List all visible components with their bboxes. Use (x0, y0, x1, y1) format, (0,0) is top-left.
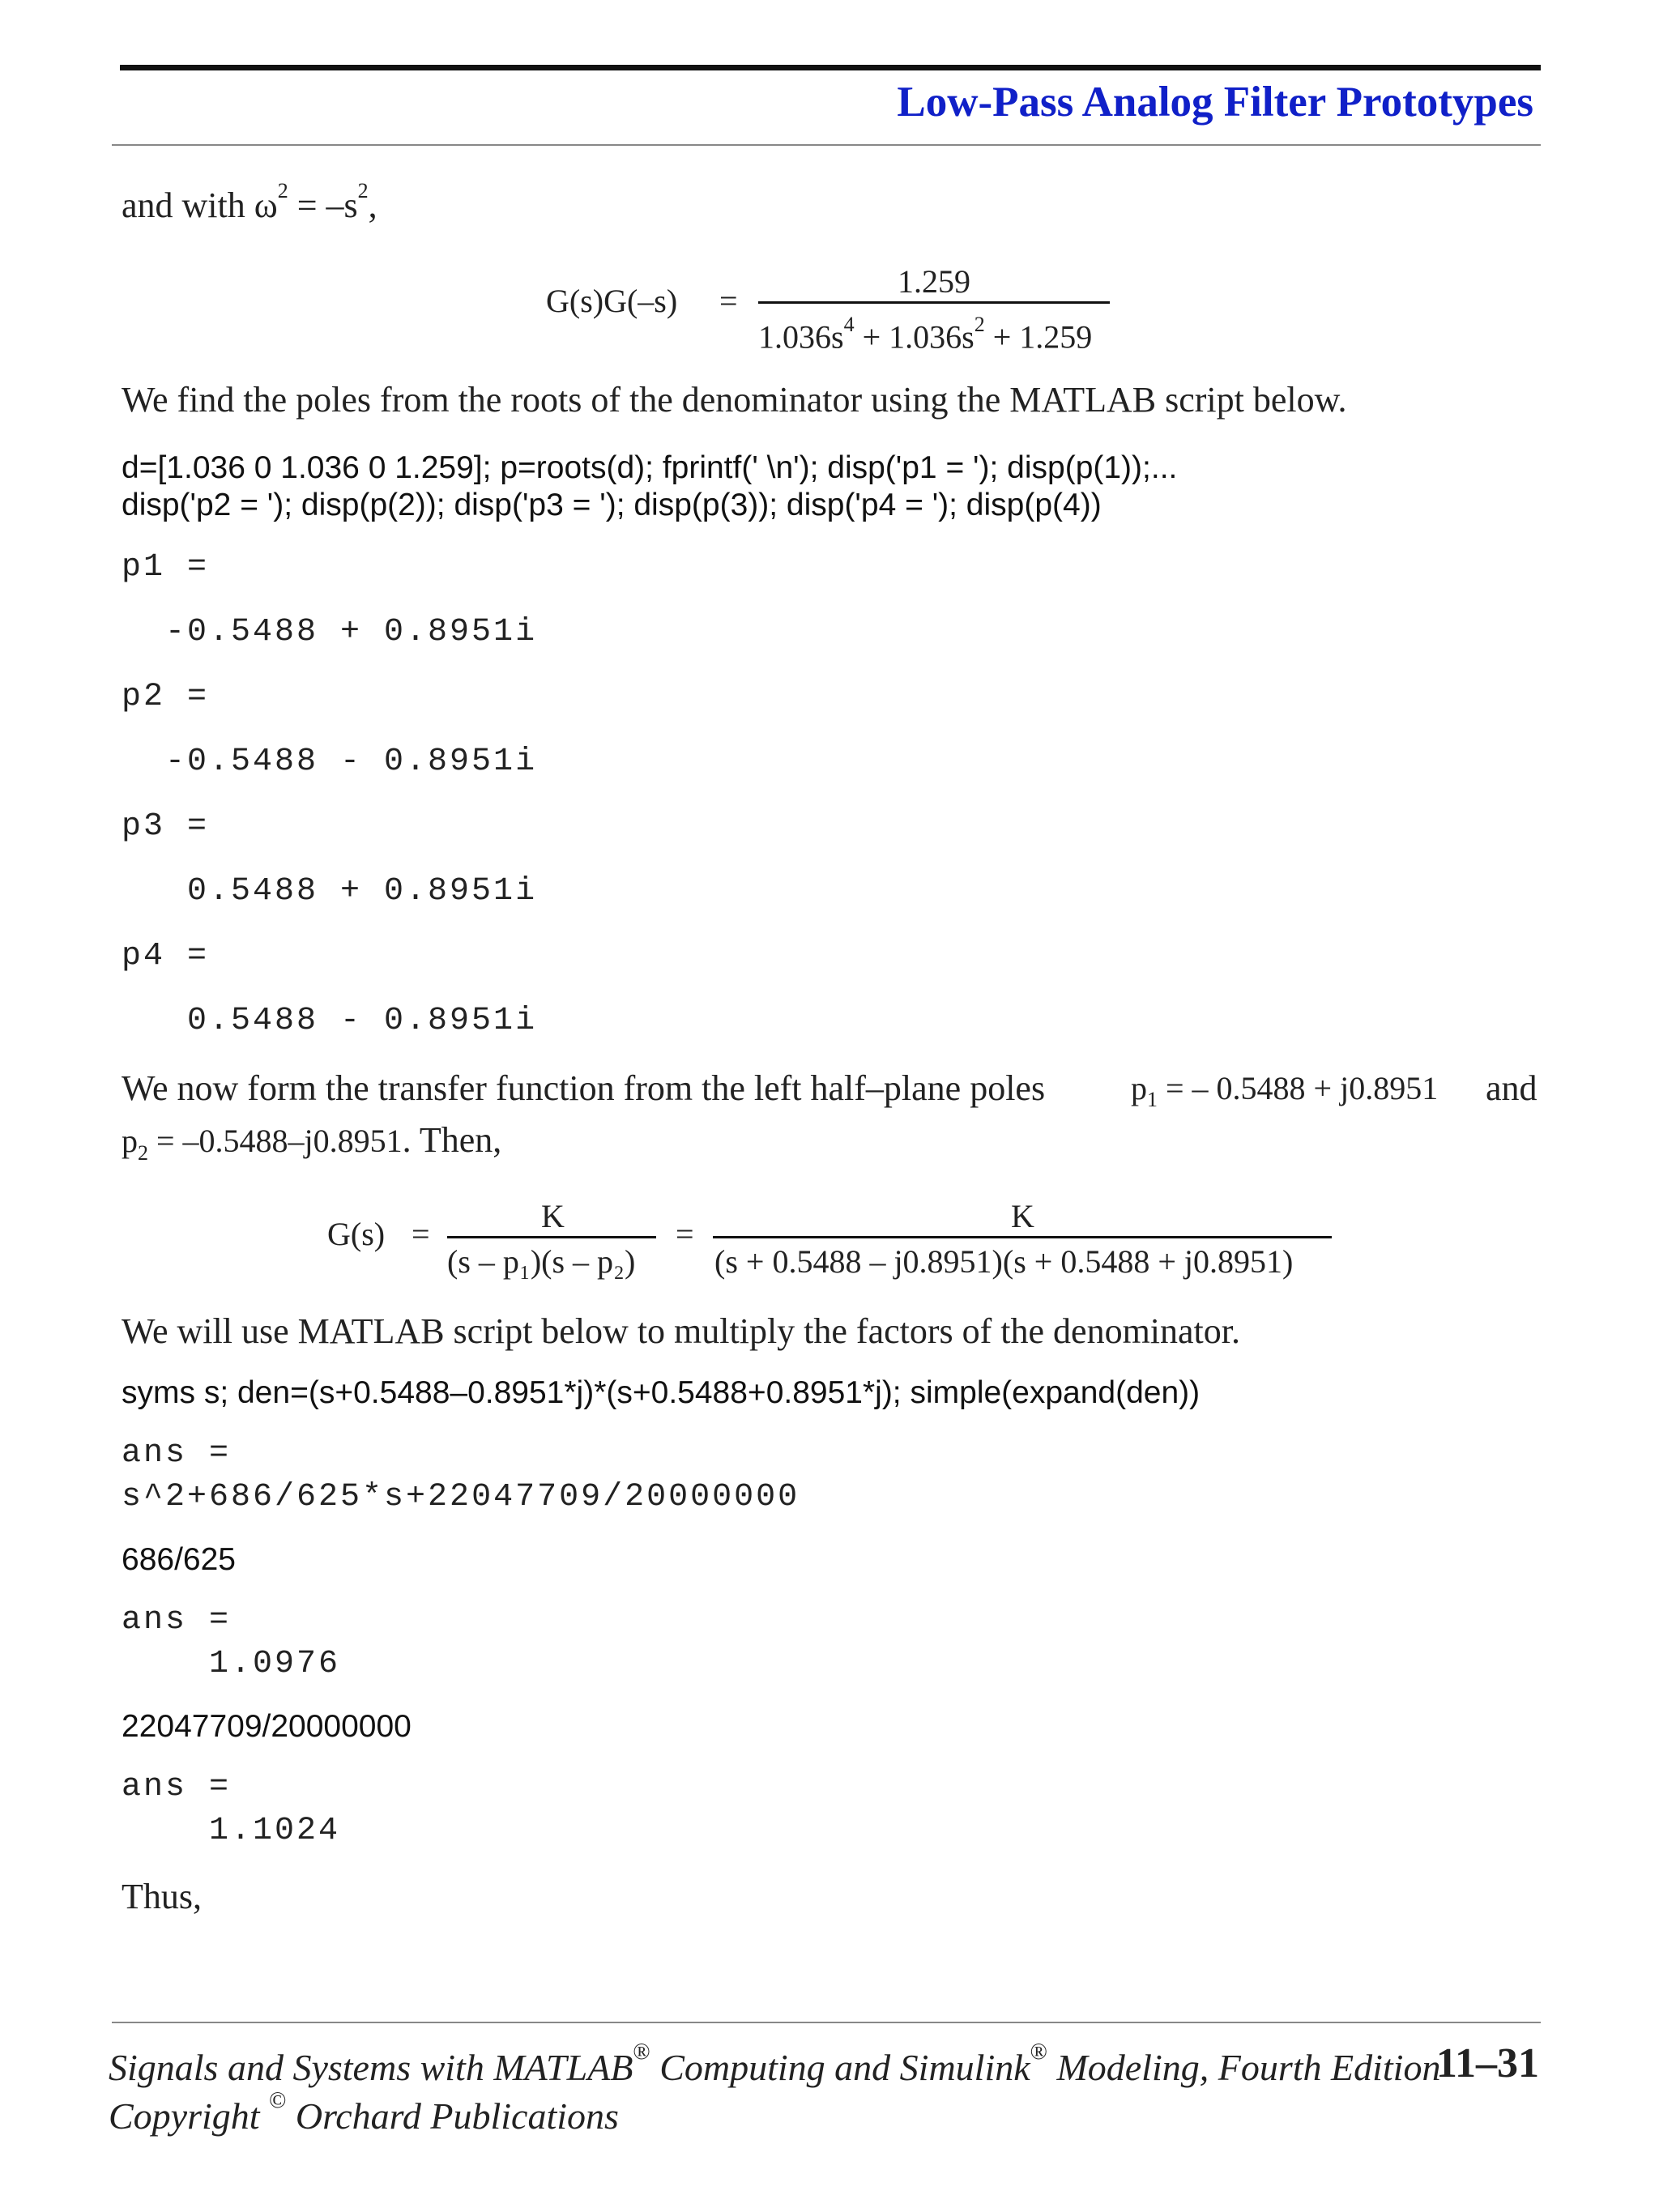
p1-symbol: p (1131, 1070, 1147, 1106)
eq1-den-c: + 1.259 (984, 318, 1093, 356)
eq2-fraction-line-2 (713, 1236, 1332, 1238)
intro-exp1: 2 (277, 179, 288, 203)
eq2-lhs: G(s) (327, 1216, 386, 1252)
eq2-equals-1: = (412, 1216, 430, 1252)
p1-subscript: 1 (1147, 1088, 1158, 1111)
output-ans-value-3: 1.1024 (122, 1813, 341, 1849)
footer-book-title (109, 2039, 1441, 2089)
intro-suffix: , (368, 185, 377, 225)
eq2-fraction-line-1 (447, 1236, 656, 1238)
matlab-code-22047709: 22047709/20000000 (122, 1709, 412, 1744)
para2-and: and (1486, 1068, 1537, 1108)
matlab-code-line-2: disp('p2 = '); disp(p(2)); disp('p3 = '); disp(p(3)); disp('p4 = '); disp(p(4)) (122, 488, 1102, 522)
output-ans-label-2: ans = (122, 1602, 232, 1639)
footer-title-c: Modeling, Fourth Edition (1047, 2047, 1441, 2088)
paragraph-poles: We find the poles from the roots of the denominator using the MATLAB script below. (122, 380, 1347, 420)
registered-mark-2: ® (1030, 2039, 1047, 2065)
eq1-den-exp-b: 2 (974, 313, 985, 336)
output-ans-label-3: ans = (122, 1769, 232, 1805)
intro-mid: = –s (288, 185, 358, 225)
paragraph-thus: Thus, (122, 1877, 202, 1916)
eq2-numerator-1: K (541, 1198, 565, 1234)
eq1-den-exp-a: 4 (843, 313, 855, 336)
output-ans-value-2: 1.0976 (122, 1646, 341, 1682)
footer-copyright (109, 2087, 619, 2137)
output-p4-value: 0.5488 - 0.8951i (165, 1003, 538, 1039)
p1-value: = – 0.5488 + j0.8951 (1158, 1070, 1439, 1106)
paragraph-transfer-line-1 (122, 1068, 1045, 1109)
eq1-den-a: 1.036s (758, 318, 844, 356)
output-p3-value: 0.5488 + 0.8951i (165, 873, 538, 910)
intro-exp2: 2 (357, 179, 369, 203)
matlab-code-686-625: 686/625 (122, 1542, 236, 1577)
intro-prefix: and with ω (122, 185, 278, 225)
output-p2-label: p2 = (122, 679, 210, 715)
eq1-numerator: 1.259 (898, 263, 970, 300)
output-p1-label: p1 = (122, 549, 210, 586)
running-header-title: Low-Pass Analog Filter Prototypes (897, 79, 1533, 126)
header-rule-thick (120, 65, 1541, 70)
registered-mark-1: ® (633, 2039, 650, 2065)
output-p2-value: -0.5488 - 0.8951i (165, 744, 538, 780)
p2-value: = –0.5488–j0.8951 (148, 1123, 403, 1159)
eq1-den-b: + 1.036s (854, 318, 975, 356)
page-number: 11–31 (1435, 2040, 1539, 2086)
output-ans-expression: s^2+686/625*s+22047709/20000000 (122, 1479, 800, 1515)
intro-line (122, 179, 377, 226)
footer-copyright-label: Copyright (109, 2095, 260, 2137)
footer-title-b: Computing and Simulink (650, 2047, 1030, 2088)
para2-text: We now form the transfer function from the left half–plane poles (122, 1068, 1046, 1108)
eq2-denominator-2: (s + 0.5488 – j0.8951)(s + 0.5488 + j0.8951) (714, 1243, 1294, 1280)
footer-publisher: Orchard Publications (286, 2095, 619, 2137)
p2-subscript: 2 (138, 1140, 148, 1165)
header-rule-thin (112, 144, 1541, 146)
eq1-lhs: G(s)G(–s) (546, 283, 678, 319)
eq2-denominator-1: (s – p₁)(s – p₂) (447, 1243, 636, 1280)
output-p1-value: -0.5488 + 0.8951i (165, 614, 538, 650)
output-p4-label: p4 = (122, 938, 210, 974)
output-ans-label-1: ans = (122, 1435, 232, 1472)
eq1-equals: = (719, 283, 738, 319)
para2-then: . Then, (402, 1120, 502, 1160)
footer-rule (112, 2022, 1541, 2023)
eq1-denominator (758, 313, 1093, 356)
copyright-mark: © (269, 2087, 287, 2113)
eq1-fraction-line (758, 301, 1110, 304)
paragraph-multiply: We will use MATLAB script below to multiply the factors of the denominator. (122, 1311, 1240, 1351)
output-p3-label: p3 = (122, 808, 210, 845)
eq2-numerator-2: K (1011, 1198, 1034, 1234)
matlab-code-syms: syms s; den=(s+0.5488–0.8951*j)*(s+0.5488+0.8951*j); simple(expand(den)) (122, 1375, 1201, 1410)
matlab-code-line-1: d=[1.036 0 1.036 0 1.259]; p=roots(d); fprintf(' \n'); disp('p1 = '); disp(p(1));... (122, 450, 1178, 485)
pole-p1-expression (1131, 1069, 1438, 1112)
eq2-equals-2: = (676, 1216, 694, 1252)
footer-title-a: Signals and Systems with MATLAB (109, 2047, 633, 2088)
paragraph-transfer-line-2 (122, 1119, 501, 1166)
p2-symbol: p (122, 1123, 138, 1159)
